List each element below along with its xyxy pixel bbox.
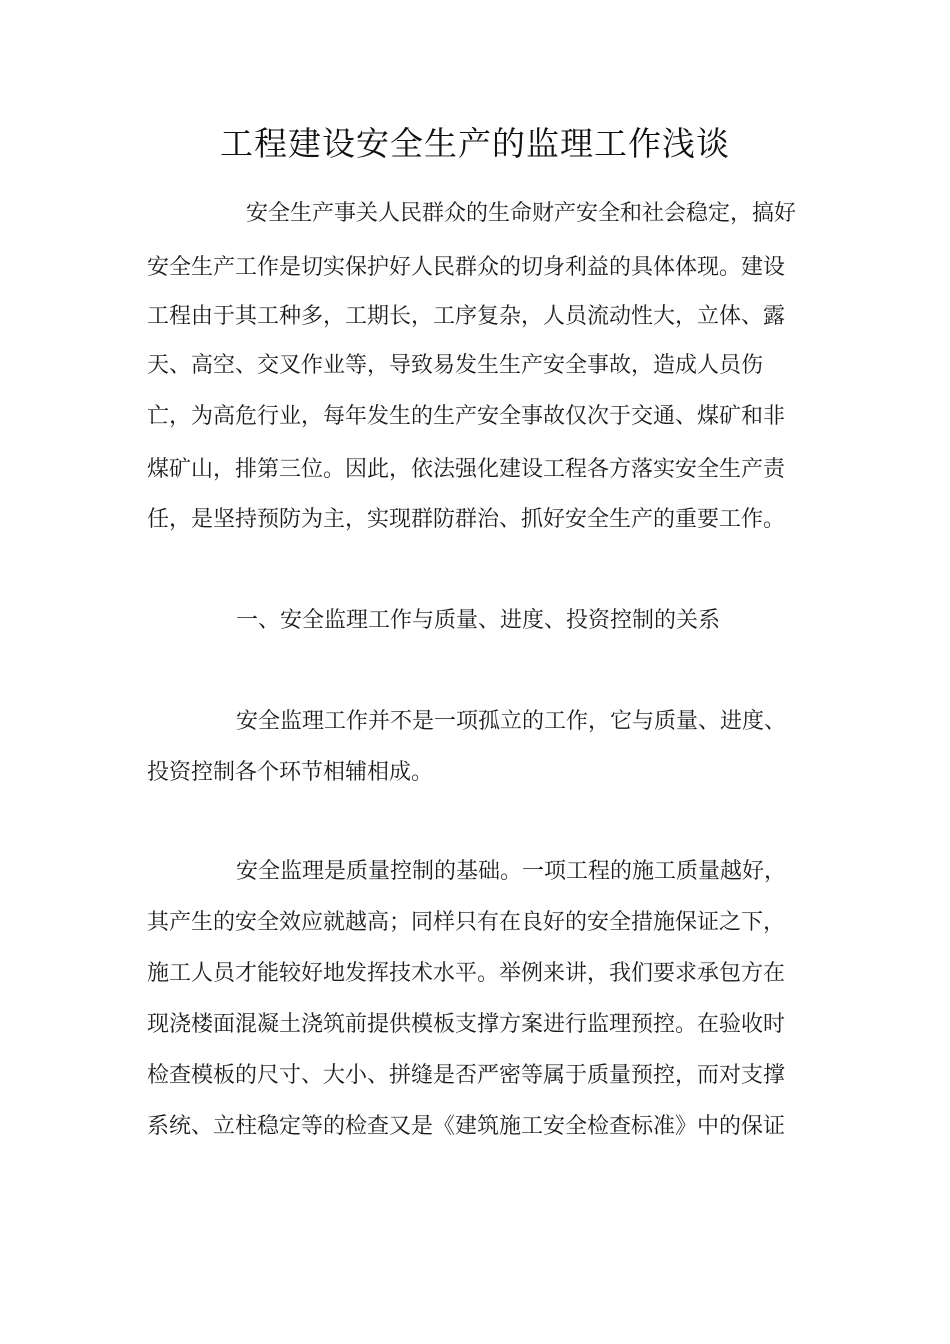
paragraph-3-line-1: 安全监理是质量控制的基础。一项工程的施工质量越好， xyxy=(236,859,787,884)
section-heading-1: 一、安全监理工作与质量、进度、投资控制的关系 xyxy=(236,608,721,633)
paragraph-1-line-5: 亡，为高危行业，每年发生的生产安全事故仅次于交通、煤矿和非 xyxy=(147,404,786,429)
paragraph-1-line-7: 任，是坚持预防为主，实现群防群治、抓好安全生产的重要工作。 xyxy=(147,507,786,532)
paragraph-1-line-2: 安全生产工作是切实保护好人民群众的切身利益的具体体现。建设 xyxy=(147,255,786,280)
paragraph-3-line-3: 施工人员才能较好地发挥技术水平。举例来讲，我们要求承包方在 xyxy=(147,961,786,986)
paragraph-2-line-2: 投资控制各个环节相辅相成。 xyxy=(147,760,434,785)
paragraph-3-line-6: 系统、立柱稳定等的检查又是《建筑施工安全检查标准》中的保证 xyxy=(147,1114,786,1139)
document-title: 工程建设安全生产的监理工作浅谈 xyxy=(220,124,730,163)
paragraph-2-line-1: 安全监理工作并不是一项孤立的工作，它与质量、进度、 xyxy=(236,709,787,734)
paragraph-1-line-1: 安全生产事关人民群众的生命财产安全和社会稳定，搞好 xyxy=(246,201,797,226)
paragraph-1-line-6: 煤矿山，排第三位。因此，依法强化建设工程各方落实安全生产责 xyxy=(147,457,786,482)
paragraph-3-line-2: 其产生的安全效应就越高；同样只有在良好的安全措施保证之下， xyxy=(147,910,786,935)
paragraph-1-line-4: 天、高空、交叉作业等，导致易发生生产安全事故，造成人员伤 xyxy=(147,353,764,378)
paragraph-3-line-5: 检查模板的尺寸、大小、拼缝是否严密等属于质量预控，而对支撑 xyxy=(147,1063,786,1088)
paragraph-1-line-3: 工程由于其工种多，工期长，工序复杂，人员流动性大，立体、露 xyxy=(147,304,786,329)
paragraph-3-line-4: 现浇楼面混凝土浇筑前提供模板支撑方案进行监理预控。在验收时 xyxy=(147,1012,786,1037)
